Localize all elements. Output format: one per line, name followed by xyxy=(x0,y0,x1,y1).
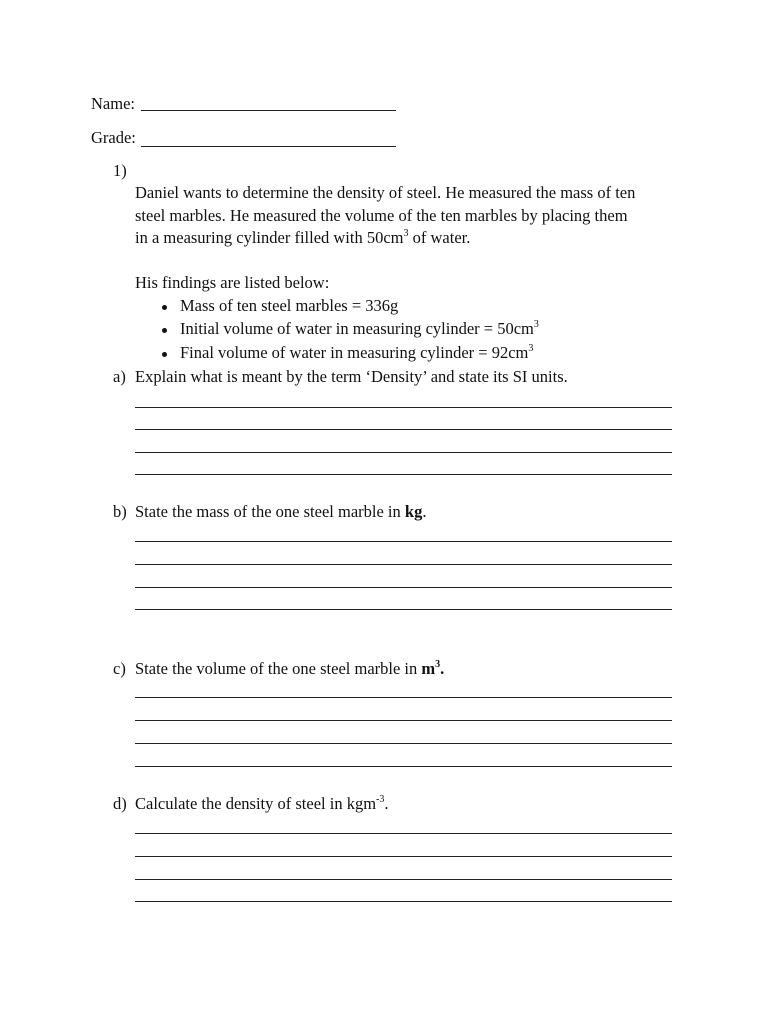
intro-line-1: Daniel wants to determine the density of steel. He measured the mass of ten xyxy=(135,183,636,202)
answer-line-a-4[interactable] xyxy=(135,474,672,475)
findings-heading: His findings are listed below: xyxy=(135,273,330,292)
name-label: Name: xyxy=(91,94,135,113)
part-b-letter: b) xyxy=(113,502,127,521)
part-b-prompt: State the mass of the one steel marble in kg. xyxy=(135,502,427,521)
answer-line-c-1[interactable] xyxy=(135,697,672,698)
answer-line-a-2[interactable] xyxy=(135,429,672,430)
answer-line-d-2[interactable] xyxy=(135,856,672,857)
part-c-letter: c) xyxy=(113,659,126,678)
finding-item: Initial volume of water in measuring cylinder = $50cm^3$ xyxy=(180,319,539,338)
answer-line-c-2[interactable] xyxy=(135,720,672,721)
finding-item: Mass of ten steel marbles = 336g xyxy=(180,296,399,315)
part-a-letter: a) xyxy=(113,367,126,386)
finding-item: Final volume of water in measuring cylinder = $92cm^3$ xyxy=(180,343,534,362)
answer-line-d-3[interactable] xyxy=(135,879,672,880)
grade-label: Grade: xyxy=(91,128,136,147)
part-d-letter: d) xyxy=(113,794,127,813)
answer-line-b-3[interactable] xyxy=(135,587,672,588)
intro-line-3: in a measuring cylinder filled with $50cm^3$ of water. xyxy=(135,228,471,247)
bullet-icon xyxy=(162,305,167,310)
bullet-icon xyxy=(162,328,167,333)
answer-line-a-1[interactable] xyxy=(135,407,672,408)
question-number: 1) xyxy=(113,161,127,180)
bullet-icon xyxy=(162,352,167,357)
answer-line-b-2[interactable] xyxy=(135,564,672,565)
answer-line-d-4[interactable] xyxy=(135,901,672,902)
answer-line-b-4[interactable] xyxy=(135,609,672,610)
intro-line-2: steel marbles. He measured the volume of the ten marbles by placing them xyxy=(135,206,628,225)
part-d-prompt: Calculate the density of steel in kgm$^{-3}$. xyxy=(135,794,389,813)
grade-field[interactable] xyxy=(141,146,396,147)
part-a-prompt: Explain what is meant by the term ‘Density’ and state its SI units. xyxy=(135,367,568,386)
answer-line-a-3[interactable] xyxy=(135,452,672,453)
answer-line-c-3[interactable] xyxy=(135,743,672,744)
answer-line-b-1[interactable] xyxy=(135,541,672,542)
name-field[interactable] xyxy=(141,110,396,111)
answer-line-d-1[interactable] xyxy=(135,833,672,834)
part-c-prompt: State the volume of the one steel marble in $m^3$. xyxy=(135,659,445,678)
answer-line-c-4[interactable] xyxy=(135,766,672,767)
